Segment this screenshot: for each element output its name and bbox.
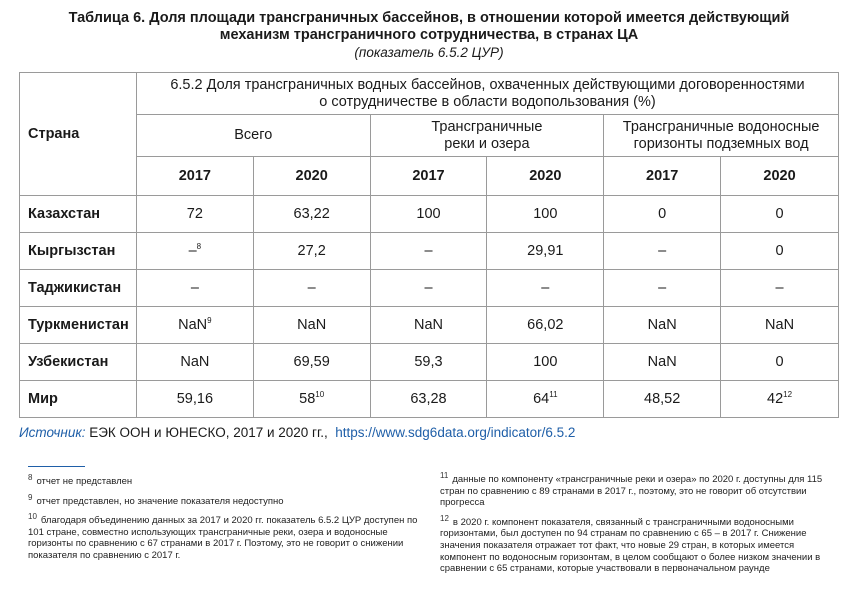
value-cell: [253, 381, 370, 418]
value-cell: [604, 344, 721, 381]
table-row: [20, 344, 839, 381]
value-cell: [253, 307, 370, 344]
footnote-ref: 9: [207, 316, 212, 325]
value-cell: [487, 307, 604, 344]
group-header-aquifers: Трансграничные водоносные горизонты подземных вод: [604, 115, 839, 157]
table-row: [20, 233, 839, 270]
cell-value: 29,91: [527, 243, 564, 259]
source-line: Источник: ЕЭК ООН и ЮНЕСКО, 2017 и 2020 гг., https://www.sdg6data.org/indicator/6.5.2: [19, 425, 576, 440]
value-cell: [487, 196, 604, 233]
value-cell: [721, 270, 839, 307]
cell-value: 27,2: [297, 243, 326, 259]
footnote-ref: 11: [549, 390, 558, 399]
value-cell: [604, 233, 721, 270]
value-cell: [370, 307, 487, 344]
value-cell: [253, 344, 370, 381]
cell-value: 59,3: [414, 354, 443, 370]
country-cell: Мир: [20, 381, 137, 418]
cell-value: –: [424, 280, 433, 296]
country-header: Страна: [20, 73, 137, 196]
group-header-rivers: Трансграничные реки и озера: [370, 115, 604, 157]
cell-value: –: [541, 280, 550, 296]
value-cell: [136, 307, 253, 344]
year-header: 2020: [487, 157, 604, 196]
cell-value: NaN: [180, 354, 210, 370]
cell-value: –: [307, 280, 316, 296]
cell-value: NaN: [178, 317, 208, 333]
value-cell: [253, 233, 370, 270]
value-cell: [487, 344, 604, 381]
cell-value: 48,52: [644, 391, 681, 407]
value-cell: [370, 196, 487, 233]
footnote-ref: 8: [196, 242, 202, 251]
cell-value: 59,16: [176, 391, 214, 407]
value-cell: [136, 196, 253, 233]
value-cell: [487, 270, 604, 307]
value-cell: [604, 307, 721, 344]
cell-value: 42: [767, 391, 784, 407]
value-cell: [721, 233, 839, 270]
value-cell: [370, 344, 487, 381]
value-cell: [604, 270, 721, 307]
value-cell: [370, 381, 487, 418]
footnotes-left: [28, 472, 418, 562]
value-cell: [487, 233, 604, 270]
cell-value: –: [190, 280, 199, 296]
cell-value: 100: [416, 206, 441, 222]
table-subtitle: (показатель 6.5.2 ЦУР): [354, 45, 504, 60]
cell-value: –: [424, 243, 433, 259]
year-header: 2020: [253, 157, 370, 196]
footnote: $^9$ отчет представлен, но значение показателя недоступно: [28, 492, 284, 507]
footnote: $^{12}$ в 2020 г. компонент показателя, связанный с трансграничными водоносными горизонтами, был доступен по 94 странам по сравнению с 65 – в 2017 г. Снижение значения показателя отражает тот факт, что новые 29 стран, в которых имеется компонент по водоносным горизонтам, в целом сообщают о более низком значении в сравнении с 65 странами, которые участвовали в первоначальном раунде: [440, 513, 821, 575]
cell-value: 58: [299, 391, 316, 407]
value-cell: [370, 270, 487, 307]
year-header: 2017: [604, 157, 721, 196]
cell-value: 0: [658, 206, 667, 222]
cell-value: 64: [533, 391, 550, 407]
value-cell: [721, 344, 839, 381]
source-link[interactable]: https://www.sdg6data.org/indicator/6.5.2: [335, 425, 576, 440]
cell-value: 72: [186, 206, 203, 222]
value-cell: [721, 196, 839, 233]
footnotes-right: [440, 470, 832, 575]
footnote-separator: [28, 466, 85, 467]
cell-value: NaN: [647, 317, 677, 333]
cell-value: 0: [775, 206, 784, 222]
year-header: 2020: [721, 157, 839, 196]
value-cell: [721, 381, 839, 418]
cell-value: 100: [533, 206, 558, 222]
year-header: 2017: [136, 157, 253, 196]
table-row: [20, 307, 839, 344]
footnote: $^{10}$ благодаря объединению данных за 2017 и 2020 гг. показатель 6.5.2 ЦУР доступен по 101 стране, совместно использующих трансграничные реки, озера и водоносные горизонты по сравнению с 67 странами в 2017 г. Поэтому, это не говорит о снижении показателя по сравнению с 2017 г.: [28, 512, 418, 561]
group-header-total: Всего: [136, 115, 370, 157]
cell-value: NaN: [297, 317, 327, 333]
cell-value: –: [658, 280, 667, 296]
value-cell: [136, 270, 253, 307]
cell-value: 66,02: [527, 317, 564, 333]
table-row: [20, 270, 839, 307]
value-cell: [721, 307, 839, 344]
cell-value: NaN: [647, 354, 677, 370]
country-cell: Узбекистан: [20, 344, 137, 381]
table-title: Таблица 6. Доля площади трансграничных бассейнов, в отношении которой имеется действующий механизм трансграничного сотрудничества, в странах ЦА: [68, 10, 790, 43]
data-table: [19, 72, 839, 418]
country-cell: Кыргызстан: [20, 233, 137, 270]
value-cell: [136, 233, 253, 270]
country-cell: Туркменистан: [20, 307, 137, 344]
value-cell: [253, 196, 370, 233]
country-cell: Таджикистан: [20, 270, 137, 307]
footnote: $^8$ отчет не представлен: [28, 473, 133, 487]
table-row: [20, 196, 839, 233]
indicator-header: 6.5.2 Доля трансграничных водных бассейнов, охваченных действующими договоренностями о сотрудничестве в области водопользования (%): [136, 73, 838, 115]
footnote: $^{11}$ данные по компоненту «трансграничные реки и озера» по 2020 г. доступны для 115 стран по сравнению с 89 странами в 2017 г., поэтому, это не говорит об отсутствии прогресса: [440, 471, 823, 509]
cell-value: NaN: [413, 317, 443, 333]
value-cell: [370, 233, 487, 270]
table-row: [20, 381, 839, 418]
cell-value: NaN: [765, 317, 795, 333]
value-cell: [604, 381, 721, 418]
cell-value: –: [188, 243, 197, 259]
value-cell: [604, 196, 721, 233]
cell-value: –: [775, 280, 784, 296]
value-cell: [136, 381, 253, 418]
country-cell: Казахстан: [20, 196, 137, 233]
cell-value: 69,59: [293, 354, 330, 370]
cell-value: 63,22: [293, 206, 330, 222]
cell-value: –: [658, 243, 667, 259]
cell-value: 0: [775, 354, 784, 370]
value-cell: [253, 270, 370, 307]
value-cell: [487, 381, 604, 418]
year-header: 2017: [370, 157, 487, 196]
value-cell: [136, 344, 253, 381]
footnote-ref: 10: [315, 390, 325, 399]
cell-value: 0: [775, 243, 784, 259]
cell-value: 100: [533, 354, 558, 370]
cell-value: 63,28: [410, 391, 447, 407]
footnote-ref: 12: [783, 390, 793, 399]
